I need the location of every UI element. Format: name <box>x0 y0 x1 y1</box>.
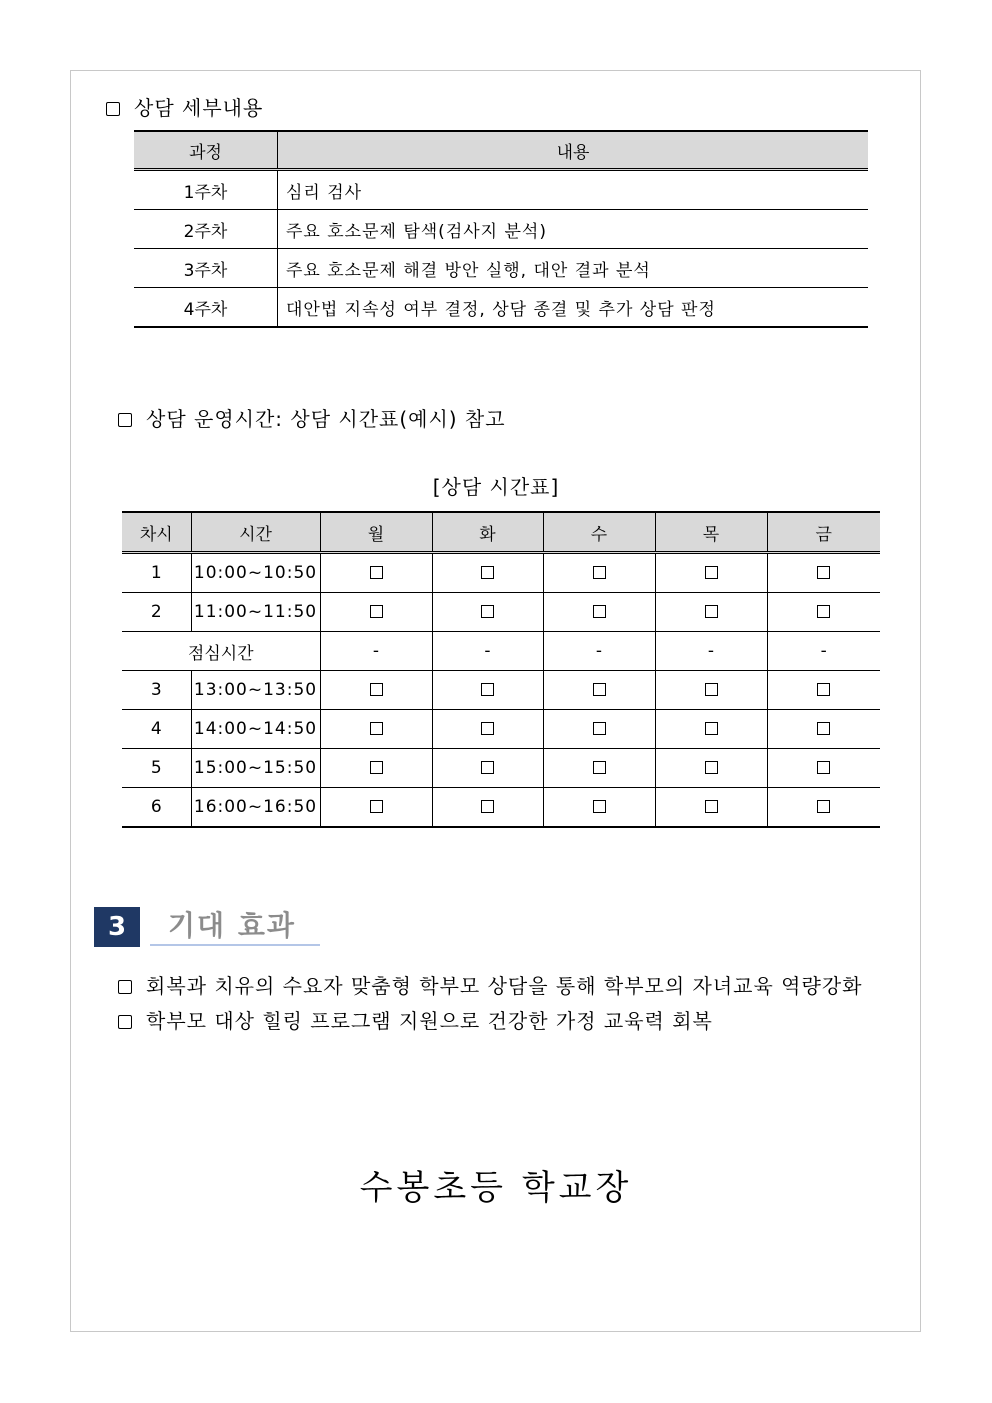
checkbox-cell[interactable] <box>432 710 543 749</box>
checkbox-icon[interactable] <box>370 722 383 735</box>
detail-content: 심리 검사 <box>278 170 869 210</box>
checkbox-cell[interactable] <box>432 553 543 593</box>
dash-cell: - <box>320 632 432 671</box>
table-row <box>122 749 880 788</box>
dash-cell: - <box>543 632 655 671</box>
checkbox-icon[interactable] <box>593 683 606 696</box>
header-thu: 목 <box>655 512 767 553</box>
checkbox-cell[interactable] <box>543 788 655 828</box>
schedule-table <box>122 511 880 828</box>
checkbox-icon[interactable] <box>593 800 606 813</box>
checkbox-cell[interactable] <box>655 671 767 710</box>
checkbox-cell[interactable] <box>320 788 432 828</box>
detail-heading <box>106 92 263 121</box>
checkbox-cell[interactable] <box>432 749 543 788</box>
checkbox-cell[interactable] <box>543 553 655 593</box>
checkbox-icon[interactable] <box>370 566 383 579</box>
effect-item-text: 학부모 대상 힐링 프로그램 지원으로 건강한 가정 교육력 회복 <box>146 1009 713 1033</box>
schedule-table-title: [상담 시간표] <box>432 475 560 499</box>
square-bullet-icon <box>118 1015 132 1029</box>
checkbox-icon[interactable] <box>481 683 494 696</box>
time-cell: 16:00~16:50 <box>191 788 320 828</box>
detail-table <box>134 130 868 328</box>
checkbox-cell[interactable] <box>767 710 880 749</box>
checkbox-cell[interactable] <box>767 593 880 632</box>
checkbox-cell[interactable] <box>543 749 655 788</box>
header-fri: 금 <box>767 512 880 553</box>
header-wed: 수 <box>543 512 655 553</box>
section-title: 기대 효과 <box>150 906 320 946</box>
checkbox-cell[interactable] <box>767 788 880 828</box>
table-row <box>122 593 880 632</box>
schedule-heading <box>118 403 506 432</box>
detail-week: 4주차 <box>134 288 278 328</box>
schedule-heading-text: 상담 운영시간: 상담 시간표(예시) 참고 <box>146 407 506 431</box>
checkbox-cell[interactable] <box>767 553 880 593</box>
time-cell: 13:00~13:50 <box>191 671 320 710</box>
table-row <box>134 210 868 249</box>
detail-week: 2주차 <box>134 210 278 249</box>
period-cell: 5 <box>122 749 191 788</box>
checkbox-icon[interactable] <box>705 683 718 696</box>
dash-cell: - <box>767 632 880 671</box>
checkbox-cell[interactable] <box>432 593 543 632</box>
checkbox-icon[interactable] <box>817 800 830 813</box>
checkbox-icon[interactable] <box>370 605 383 618</box>
detail-header-content: 내용 <box>278 131 869 170</box>
header-time: 시간 <box>191 512 320 553</box>
header-period: 차시 <box>122 512 191 553</box>
checkbox-icon[interactable] <box>481 800 494 813</box>
checkbox-cell[interactable] <box>320 593 432 632</box>
lunch-cell: 점심시간 <box>122 632 320 671</box>
square-bullet-icon <box>118 413 132 427</box>
period-cell: 4 <box>122 710 191 749</box>
checkbox-icon[interactable] <box>817 605 830 618</box>
checkbox-icon[interactable] <box>481 566 494 579</box>
checkbox-icon[interactable] <box>481 722 494 735</box>
checkbox-cell[interactable] <box>432 671 543 710</box>
checkbox-icon[interactable] <box>705 566 718 579</box>
checkbox-icon[interactable] <box>481 761 494 774</box>
checkbox-icon[interactable] <box>370 683 383 696</box>
detail-heading-text: 상담 세부내용 <box>134 96 264 120</box>
detail-header-row <box>134 131 868 170</box>
period-cell: 2 <box>122 593 191 632</box>
checkbox-icon[interactable] <box>817 566 830 579</box>
checkbox-icon[interactable] <box>817 761 830 774</box>
dash-cell: - <box>432 632 543 671</box>
checkbox-cell[interactable] <box>655 749 767 788</box>
checkbox-icon[interactable] <box>705 605 718 618</box>
checkbox-cell[interactable] <box>543 593 655 632</box>
detail-content: 주요 호소문제 해결 방안 실행, 대안 결과 분석 <box>278 249 869 288</box>
table-row <box>134 170 868 210</box>
checkbox-cell[interactable] <box>320 553 432 593</box>
table-row <box>122 671 880 710</box>
period-cell: 3 <box>122 671 191 710</box>
checkbox-cell[interactable] <box>432 788 543 828</box>
header-mon: 월 <box>320 512 432 553</box>
detail-content: 주요 호소문제 탐색(검사지 분석) <box>278 210 869 249</box>
checkbox-cell[interactable] <box>543 671 655 710</box>
checkbox-icon[interactable] <box>370 761 383 774</box>
effect-item <box>118 970 862 999</box>
detail-header-course: 과정 <box>134 131 278 170</box>
checkbox-cell[interactable] <box>767 671 880 710</box>
section-number-badge: 3 <box>94 907 140 947</box>
schedule-header-row <box>122 512 880 553</box>
table-row <box>122 553 880 593</box>
table-row <box>122 710 880 749</box>
square-bullet-icon <box>106 102 120 116</box>
square-bullet-icon <box>118 980 132 994</box>
checkbox-cell[interactable] <box>655 788 767 828</box>
header-tue: 화 <box>432 512 543 553</box>
checkbox-cell[interactable] <box>320 749 432 788</box>
time-cell: 11:00~11:50 <box>191 593 320 632</box>
checkbox-icon[interactable] <box>370 800 383 813</box>
checkbox-icon[interactable] <box>481 605 494 618</box>
effect-item <box>118 1005 713 1034</box>
checkbox-cell[interactable] <box>655 593 767 632</box>
checkbox-cell[interactable] <box>320 671 432 710</box>
checkbox-icon[interactable] <box>593 722 606 735</box>
table-row <box>134 249 868 288</box>
dash-cell: - <box>655 632 767 671</box>
checkbox-cell[interactable] <box>655 553 767 593</box>
checkbox-cell[interactable] <box>543 710 655 749</box>
period-cell: 1 <box>122 553 191 593</box>
time-cell: 15:00~15:50 <box>191 749 320 788</box>
checkbox-cell[interactable] <box>320 710 432 749</box>
checkbox-icon[interactable] <box>593 605 606 618</box>
table-row <box>122 788 880 828</box>
detail-content: 대안법 지속성 여부 결정, 상담 종결 및 추가 상담 판정 <box>278 288 869 328</box>
checkbox-icon[interactable] <box>593 761 606 774</box>
detail-week: 1주차 <box>134 170 278 210</box>
checkbox-icon[interactable] <box>705 722 718 735</box>
checkbox-cell[interactable] <box>655 710 767 749</box>
checkbox-icon[interactable] <box>705 800 718 813</box>
checkbox-icon[interactable] <box>817 722 830 735</box>
checkbox-icon[interactable] <box>593 566 606 579</box>
checkbox-icon[interactable] <box>705 761 718 774</box>
signature: 수봉초등 학교장 <box>359 1168 633 1208</box>
period-cell: 6 <box>122 788 191 828</box>
checkbox-icon[interactable] <box>817 683 830 696</box>
time-cell: 14:00~14:50 <box>191 710 320 749</box>
effect-item-text: 회복과 치유의 수요자 맞춤형 학부모 상담을 통해 학부모의 자녀교육 역량강화 <box>146 974 863 998</box>
table-row <box>134 288 868 328</box>
checkbox-cell[interactable] <box>767 749 880 788</box>
lunch-row <box>122 632 880 671</box>
detail-week: 3주차 <box>134 249 278 288</box>
time-cell: 10:00~10:50 <box>191 553 320 593</box>
